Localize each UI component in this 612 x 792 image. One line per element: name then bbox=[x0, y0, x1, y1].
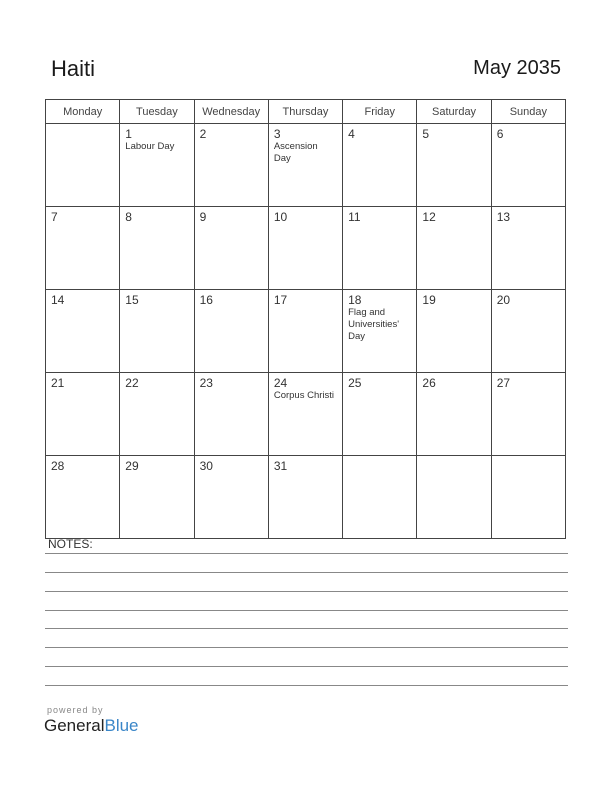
brand-logo-part2: Blue bbox=[104, 716, 139, 735]
day-cell bbox=[417, 373, 491, 456]
powered-by-text: powered by bbox=[47, 705, 104, 715]
note-line bbox=[45, 610, 568, 611]
note-line bbox=[45, 666, 568, 667]
day-number: 25 bbox=[348, 376, 362, 390]
day-cell bbox=[120, 290, 194, 373]
day-cell bbox=[343, 456, 417, 539]
calendar-grid bbox=[45, 99, 566, 539]
day-number: 28 bbox=[51, 459, 65, 473]
note-line bbox=[45, 572, 568, 573]
weekday-header: Monday bbox=[46, 100, 120, 124]
week-row bbox=[46, 373, 566, 456]
day-number: 10 bbox=[273, 210, 288, 224]
day-cell bbox=[120, 373, 194, 456]
day-cell bbox=[268, 207, 342, 290]
day-cell bbox=[268, 373, 342, 456]
day-number: 5 bbox=[422, 127, 430, 141]
day-number: 30 bbox=[199, 459, 213, 473]
day-cell bbox=[120, 456, 194, 539]
day-number: 6 bbox=[496, 127, 504, 141]
day-number: 3 bbox=[273, 127, 281, 141]
day-number: 19 bbox=[422, 293, 436, 307]
notes-label: NOTES: bbox=[48, 537, 93, 551]
note-line bbox=[45, 553, 568, 554]
day-cell bbox=[491, 124, 565, 207]
holiday-label: Ascension Day bbox=[273, 141, 318, 164]
day-number: 2 bbox=[199, 127, 207, 141]
week-row bbox=[46, 207, 566, 290]
day-cell bbox=[343, 373, 417, 456]
day-number: 23 bbox=[199, 376, 213, 390]
day-number: 9 bbox=[199, 210, 207, 224]
day-cell bbox=[46, 124, 120, 207]
day-cell bbox=[46, 456, 120, 539]
day-cell bbox=[491, 207, 565, 290]
day-number: 26 bbox=[422, 376, 436, 390]
day-number: 22 bbox=[125, 376, 139, 390]
week-row bbox=[46, 290, 566, 373]
month-year-title: May 2035 bbox=[473, 57, 561, 79]
day-number: 18 bbox=[348, 293, 362, 307]
weekday-header: Wednesday bbox=[194, 100, 268, 124]
day-cell bbox=[194, 207, 268, 290]
note-line bbox=[45, 685, 568, 686]
day-cell bbox=[194, 290, 268, 373]
day-cell bbox=[46, 207, 120, 290]
holiday-label: Flag and Universities' Day bbox=[348, 307, 400, 342]
holiday-label: Labour Day bbox=[125, 141, 175, 152]
week-row bbox=[46, 124, 566, 207]
day-number: 21 bbox=[51, 376, 65, 390]
day-number: 14 bbox=[51, 293, 65, 307]
day-cell bbox=[491, 373, 565, 456]
day-number: 1 bbox=[125, 127, 132, 141]
day-number: 8 bbox=[125, 210, 132, 224]
day-cell bbox=[268, 290, 342, 373]
day-cell bbox=[194, 456, 268, 539]
day-cell bbox=[417, 290, 491, 373]
holiday-label: Corpus Christi bbox=[273, 390, 335, 401]
note-line bbox=[45, 628, 568, 629]
day-number: 20 bbox=[496, 293, 511, 307]
day-number: 11 bbox=[348, 210, 361, 224]
day-cell bbox=[268, 124, 342, 207]
day-number: 4 bbox=[348, 127, 355, 141]
day-number: 27 bbox=[496, 376, 511, 390]
day-number: 13 bbox=[496, 210, 511, 224]
country-title: Haiti bbox=[51, 56, 96, 81]
day-cell bbox=[417, 124, 491, 207]
day-cell bbox=[491, 456, 565, 539]
day-number: 31 bbox=[273, 459, 288, 473]
day-cell bbox=[417, 456, 491, 539]
brand-logo-part1: General bbox=[44, 716, 105, 735]
weekday-header-row bbox=[46, 100, 566, 124]
weekday-header: Friday bbox=[343, 100, 417, 124]
day-cell bbox=[120, 207, 194, 290]
note-line bbox=[45, 647, 568, 648]
day-cell bbox=[343, 290, 417, 373]
weekday-header: Thursday bbox=[268, 100, 342, 124]
day-number: 24 bbox=[273, 376, 288, 390]
day-cell bbox=[417, 207, 491, 290]
day-cell bbox=[343, 124, 417, 207]
day-number: 12 bbox=[422, 210, 436, 224]
day-cell bbox=[194, 373, 268, 456]
day-cell bbox=[46, 373, 120, 456]
day-number: 16 bbox=[199, 293, 213, 307]
day-cell bbox=[343, 207, 417, 290]
day-cell bbox=[46, 290, 120, 373]
day-cell bbox=[194, 124, 268, 207]
week-row bbox=[46, 456, 566, 539]
weekday-header: Sunday bbox=[491, 100, 565, 124]
note-line bbox=[45, 591, 568, 592]
weekday-header: Saturday bbox=[417, 100, 491, 124]
day-cell bbox=[268, 456, 342, 539]
day-cell bbox=[491, 290, 565, 373]
day-number: 17 bbox=[273, 293, 288, 307]
day-cell bbox=[120, 124, 194, 207]
day-number: 15 bbox=[125, 293, 139, 307]
day-number: 7 bbox=[51, 210, 58, 224]
weekday-header: Tuesday bbox=[120, 100, 194, 124]
brand-logo bbox=[44, 716, 139, 736]
day-number: 29 bbox=[125, 459, 139, 473]
